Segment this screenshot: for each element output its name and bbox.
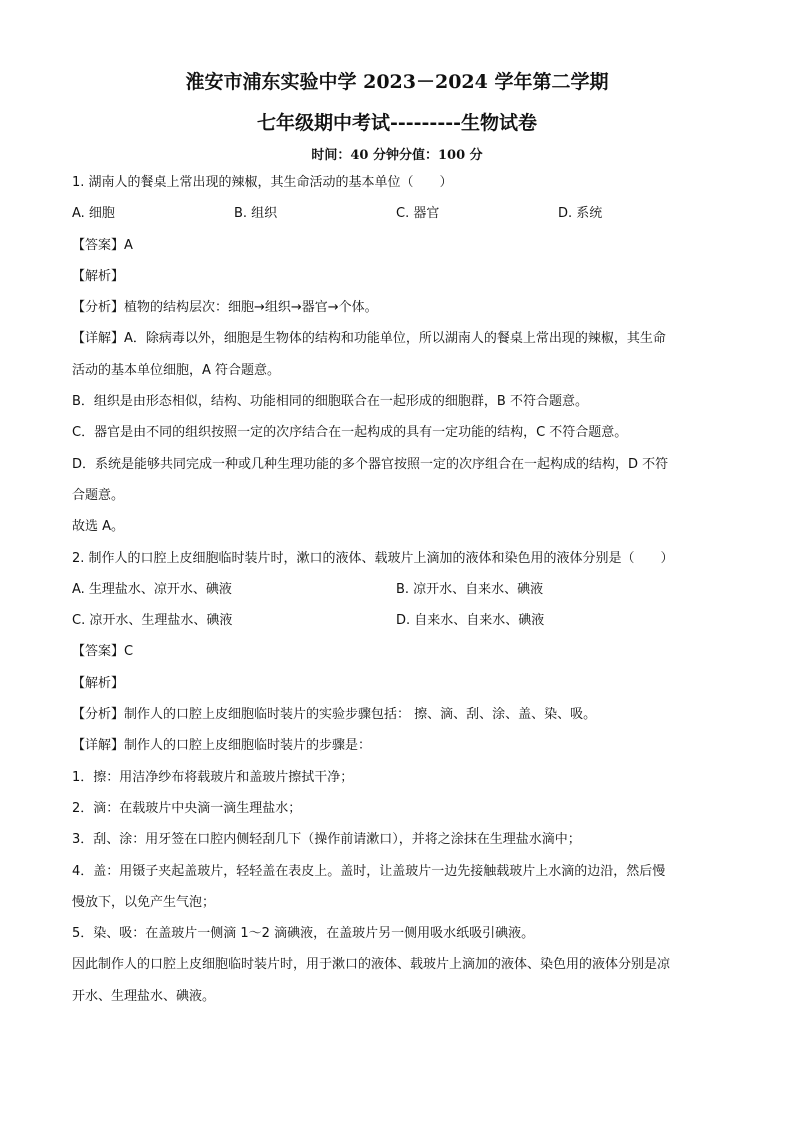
question-2-fenxi: 【分析】制作人的口腔上皮细胞临时装片的实验步骤包括： 擦、滴、刮、涂、盖、染、吸。 xyxy=(72,707,597,723)
question-2-detail-line: 开水、生理盐水、碘液。 xyxy=(72,988,216,1004)
exam-meta: 时间：40 分钟分值：100 分 xyxy=(311,148,483,163)
question-1-option-d: D. 系统 xyxy=(558,206,603,222)
question-2-detail-line: 【详解】制作人的口腔上皮细胞临时装片的步骤是： xyxy=(72,738,372,754)
question-1-option-b: B. 组织 xyxy=(234,206,278,222)
question-1-option-a: A. 细胞 xyxy=(72,206,115,222)
question-1-detail-line: C．器官是由不同的组织按照一定的次序结合在一起构成的具有一定功能的结构，C 不符合题意。 xyxy=(72,425,628,441)
question-2-stem: 2. 制作人的口腔上皮细胞临时装片时，漱口的液体、载玻片上滴加的液体和染色用的液体分别是（ ） xyxy=(72,550,674,566)
question-1-fenxi: 【分析】植物的结构层次：细胞→组织→器官→个体。 xyxy=(72,300,378,316)
question-2-option-b: B. 凉开水、自来水、碘液 xyxy=(396,581,544,597)
exam-title-line2: 七年级期中考试---------生物试卷 xyxy=(257,112,537,134)
exam-title-line1: 淮安市浦东实验中学 2023－2024 学年第二学期 xyxy=(185,71,609,93)
question-1-detail-line: B．组织是由形态相似，结构、功能相同的细胞联合在一起形成的细胞群，B 不符合题意。 xyxy=(72,394,588,410)
question-1-answer: 【答案】A xyxy=(72,237,133,253)
question-2-option-c: C. 凉开水、生理盐水、碘液 xyxy=(72,613,233,629)
question-2-detail-line: 5．染、吸：在盖玻片一侧滴 1～2 滴碘液，在盖玻片另一侧用吸水纸吸引碘液。 xyxy=(72,926,535,942)
question-1-analysis-tag: 【解析】 xyxy=(72,268,125,284)
question-1 xyxy=(72,167,722,543)
question-2-detail-line: 2．滴：在载玻片中央滴一滴生理盐水； xyxy=(72,800,302,816)
question-1-detail-line: D．系统是能够共同完成一种或几种生理功能的多个器官按照一定的次序组合在一起构成的结构，D 不符 xyxy=(72,456,669,472)
question-2 xyxy=(72,543,722,1012)
question-1-detail-line: 合题意。 xyxy=(72,487,125,503)
question-1-detail-line: 故选 A。 xyxy=(72,519,125,535)
question-2-analysis-tag: 【解析】 xyxy=(72,675,125,691)
question-2-detail-line: 4．盖：用镊子夹起盖玻片，轻轻盖在表皮上。盖时，让盖玻片一边先接触载玻片上水滴的边沿，然后慢 xyxy=(72,863,666,879)
question-2-option-d: D. 自来水、自来水、碘液 xyxy=(396,613,545,629)
question-1-detail-line: 活动的基本单位细胞，A 符合题意。 xyxy=(72,362,281,378)
question-2-options-row2 xyxy=(72,605,722,636)
question-2-answer: 【答案】C xyxy=(72,644,134,660)
question-2-detail-line: 因此制作人的口腔上皮细胞临时装片时，用于漱口的液体、载玻片上滴加的液体、染色用的液体分别是凉 xyxy=(72,957,671,973)
question-2-detail-line: 慢放下，以免产生气泡； xyxy=(72,894,216,910)
question-1-option-c: C. 器官 xyxy=(396,206,440,222)
document-page xyxy=(72,60,722,1012)
question-2-options-row1 xyxy=(72,574,722,605)
question-2-option-a: A. 生理盐水、凉开水、碘液 xyxy=(72,581,232,597)
question-1-options xyxy=(72,198,722,229)
question-1-detail-line: 【详解】A．除病毒以外，细胞是生物体的结构和功能单位，所以湖南人的餐桌上常出现的辣椒，其生命 xyxy=(72,331,666,347)
question-1-stem: 1. 湖南人的餐桌上常出现的辣椒，其生命活动的基本单位（ ） xyxy=(72,175,453,190)
question-2-detail-line: 3．刮、涂：用牙签在口腔内侧轻刮几下（操作前请漱口），并将之涂抹在生理盐水滴中； xyxy=(72,832,581,848)
question-2-detail-line: 1．擦：用洁净纱布将载玻片和盖玻片擦拭干净； xyxy=(72,769,354,785)
